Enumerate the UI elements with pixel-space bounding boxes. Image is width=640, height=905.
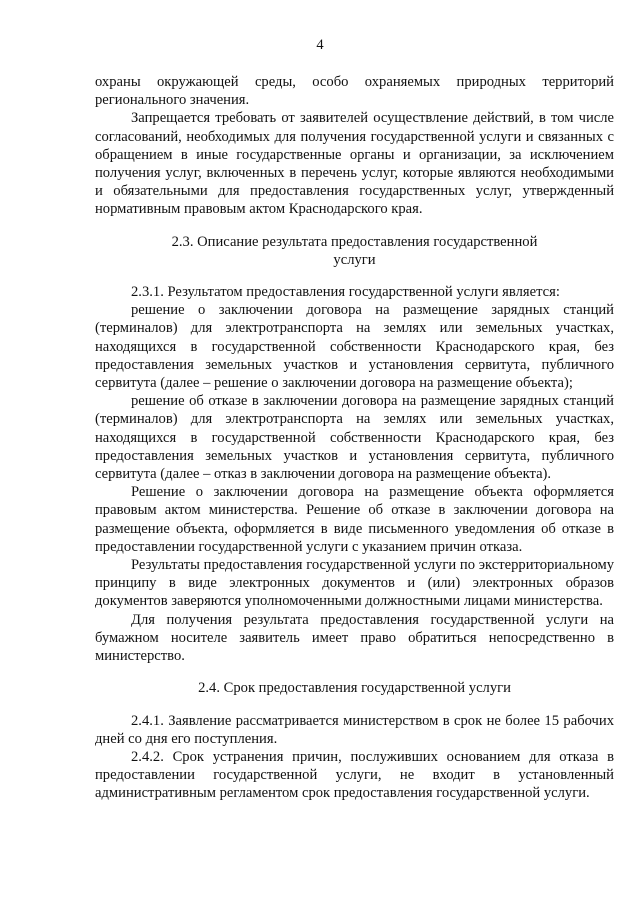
section-heading-2-4: 2.4. Срок предоставления государственной услуги: [198, 680, 511, 697]
paragraph: Решение о заключении договора на размещение объекта оформляется правовым актом министерства. Решение об отказе в заключении договора на размещение объекта, оформляется в виде письменного уведомления об отказе в предоставлении государственной услуги с указанием причин отказа.: [95, 484, 614, 555]
paragraph: Запрещается требовать от заявителей осуществление действий, в том числе согласований, необходимых для получения государственной услуги и связанных с обращением в иные государственные органы и организации, за исключением получения услуг, включенных в перечень услуг, которые являются необходимыми и обязательными для предоставления государственных услуг, утвержденный нормативным правовым актом Краснодарского края.: [95, 110, 614, 218]
page-number: 4: [316, 37, 324, 53]
paragraph: 2.3.1. Результатом предоставления государственной услуги является:: [131, 284, 560, 301]
section-heading-2-3: [95, 233, 614, 269]
document-body: [95, 73, 614, 803]
paragraph: 2.4.2. Срок устранения причин, послуживших основанием для отказа в предоставлении государственной услуги, не входит в установленный административным регламентом срок предоставления государственной услуги.: [95, 748, 614, 802]
section-heading-line: услуги: [333, 251, 376, 268]
section-heading-line: 2.3. Описание результата предоставления государственной: [171, 233, 538, 250]
paragraph: решение об отказе в заключении договора на размещение зарядных станций (терминалов) для электротранспорта на землях или земельных участках, находящихся в государственной собственности Краснодарского края, без предоставления земельных участков и установления сервитута, публичного сервитута (далее – отказ в заключении договора на размещение объекта).: [95, 393, 614, 483]
paragraph: Результаты предоставления государственной услуги по экстерриториальному принципу в виде электронных документов и (или) электронных образов документов заверяются уполномоченными должностными лицами министерства.: [95, 557, 614, 610]
paragraph: решение о заключении договора на размещение зарядных станций (терминалов) для электротранспорта на землях или земельных участках, находящихся в государственной собственности Краснодарского края, без предоставления земельных участков и установления сервитута, публичного сервитута (далее – решение о заключении договора на размещение объекта);: [95, 302, 614, 392]
paragraph: Для получения результата предоставления государственной услуги на бумажном носителе заявитель имеет право обратиться непосредственно в министерство.: [95, 611, 614, 665]
paragraph: охраны окружающей среды, особо охраняемых природных территорий регионального значения.: [95, 74, 614, 109]
paragraph: 2.4.1. Заявление рассматривается министерством в срок не более 15 рабочих дней со дня его поступления.: [95, 712, 614, 747]
